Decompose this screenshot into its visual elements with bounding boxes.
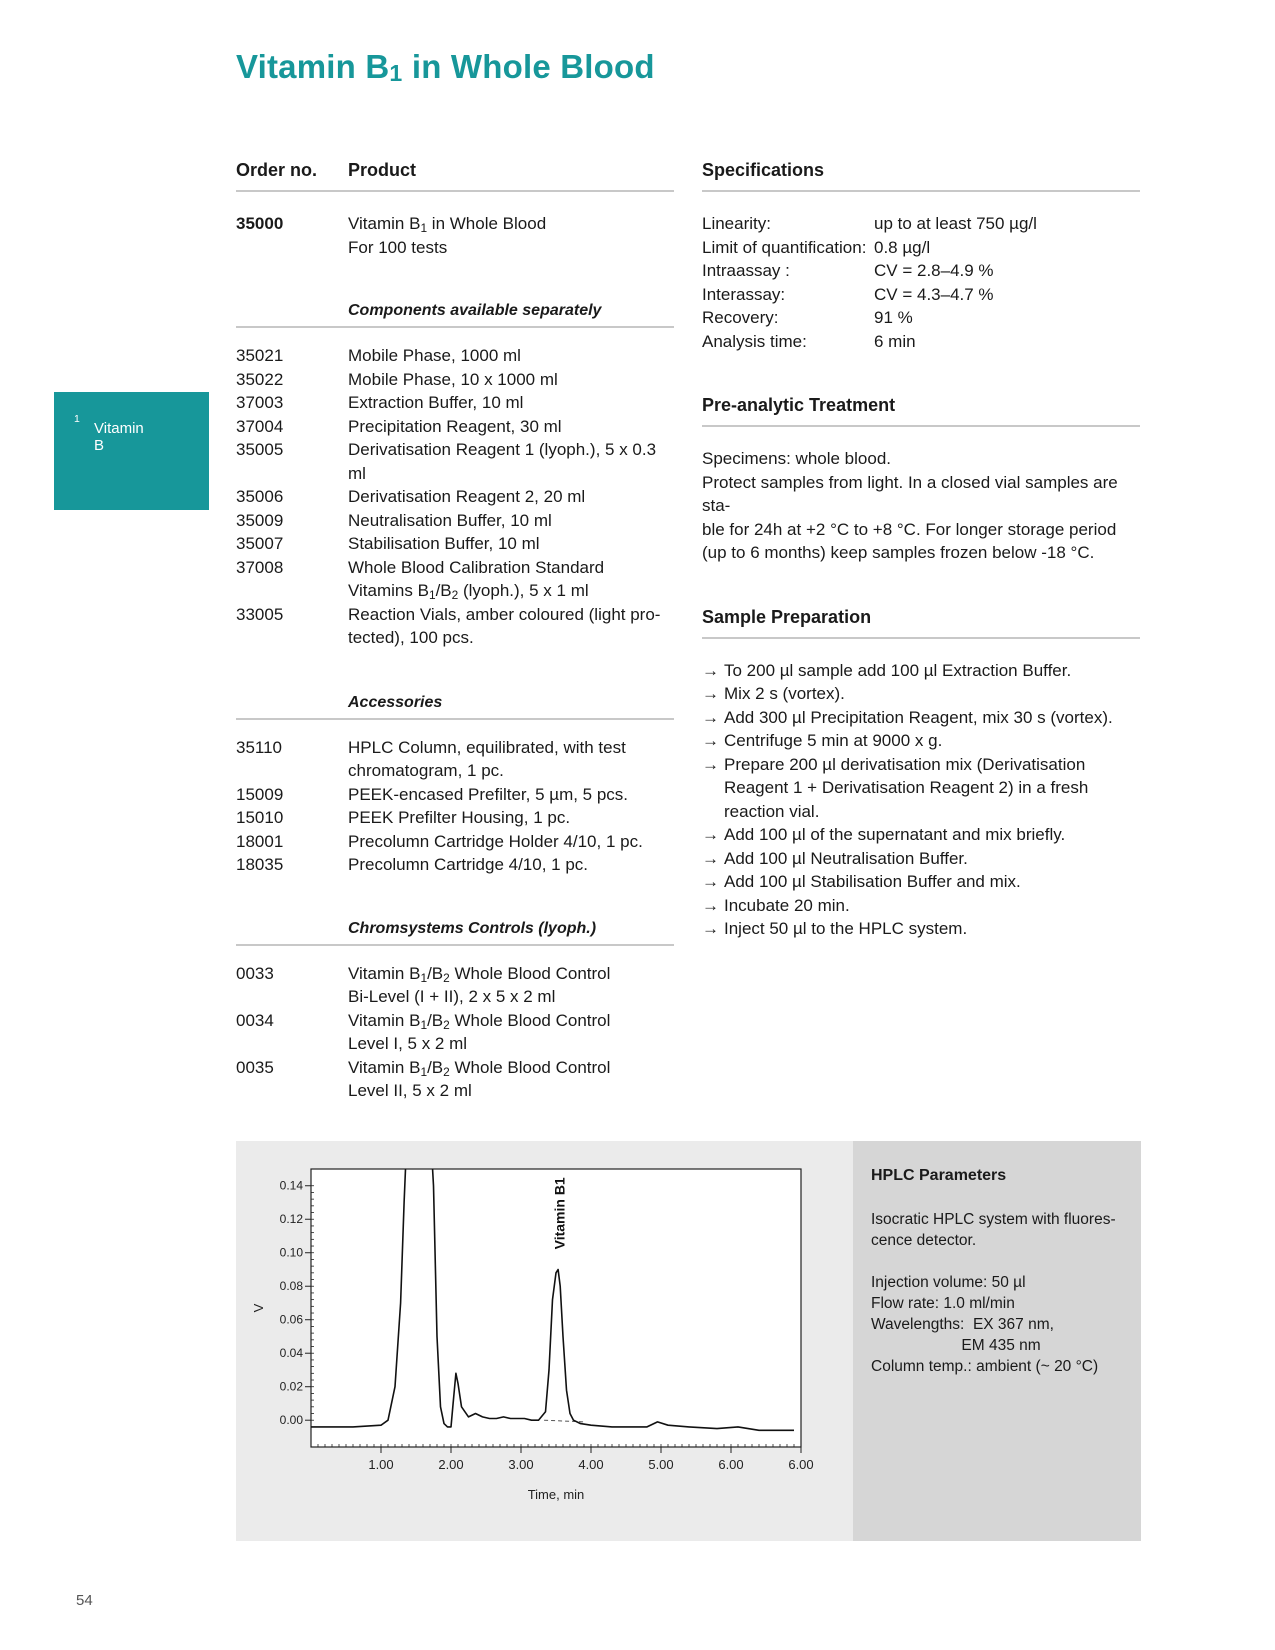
- list-item: [236, 1009, 674, 1056]
- list-item: [236, 344, 674, 368]
- x-tick-label: 6.00: [718, 1457, 744, 1472]
- spec-row: [702, 306, 1140, 330]
- parameter-line: Flow rate: 1.0 ml/min: [871, 1295, 1015, 1312]
- order-number: 35009: [236, 510, 284, 530]
- x-tick-label: 6.00: [788, 1457, 814, 1472]
- sample-prep-steps: [702, 659, 1140, 941]
- order-number: 0035: [236, 1057, 274, 1077]
- controls-heading: Chromsystems Controls (lyoph.): [236, 920, 674, 946]
- x-tick-label: 1.00: [368, 1457, 394, 1472]
- accessories-list: [236, 736, 674, 877]
- spec-value: 0.8 µg/l: [874, 237, 931, 257]
- product-line: PEEK Prefilter Housing, 1 pc.: [348, 808, 571, 827]
- product-line: Precolumn Cartridge Holder 4/10, 1 pc.: [348, 831, 643, 851]
- product-line: Level II, 5 x 2 ml: [348, 1081, 472, 1100]
- list-item: [236, 509, 674, 533]
- list-item: [236, 806, 674, 830]
- y-tick-label: 0.02: [279, 1379, 303, 1394]
- spec-key: Limit of quantification:: [702, 237, 867, 257]
- hplc-parameters-heading: HPLC Parameters: [871, 1167, 1007, 1184]
- text-line: (up to 6 months) keep samples frozen below -18 °C.: [702, 543, 1095, 562]
- step-line: Inject 50 µl to the HPLC system.: [724, 919, 968, 938]
- x-tick-label: 5.00: [648, 1457, 674, 1472]
- parameter-line: cence detector.: [871, 1232, 977, 1249]
- list-item: [702, 917, 1140, 941]
- list-item: [236, 485, 674, 509]
- y-tick-label: 0.14: [279, 1178, 303, 1193]
- product-name: [348, 830, 674, 854]
- spec-key: Interassay:: [702, 284, 786, 304]
- product-line: PEEK-encased Prefilter, 5 µm, 5 pcs.: [348, 784, 629, 804]
- order-number: 0033: [236, 963, 274, 983]
- product-tests: For 100 tests: [348, 237, 448, 257]
- parameter-line: Wavelengths: EX 367 nm,: [871, 1316, 1054, 1333]
- product-name: Mobile Phase, 10 x 1000 ml: [348, 369, 558, 389]
- arrow-icon: →: [702, 684, 719, 703]
- step-line: Add 100 µl of the supernatant and mix briefly.: [724, 825, 1066, 844]
- step-text: [724, 870, 1021, 894]
- order-table: [236, 160, 674, 1103]
- product-name: Precipitation Reagent, 30 ml: [348, 416, 562, 436]
- spec-value: 91 %: [874, 308, 913, 327]
- step-text: [724, 682, 845, 706]
- spec-key: Recovery:: [702, 308, 779, 327]
- product-name: [348, 853, 674, 877]
- step-line: Mix 2 s (vortex).: [724, 684, 845, 703]
- y-tick-label: 0.04: [279, 1346, 303, 1361]
- components-heading: Components available separately: [236, 302, 674, 328]
- preanalytic-heading: Pre-analytic Treatment: [702, 395, 1140, 427]
- list-item: [236, 1056, 674, 1103]
- product-name: Extraction Buffer, 10 ml: [348, 393, 524, 412]
- parameter-line: EM 435 nm: [871, 1337, 1041, 1354]
- step-line: Add 100 µl Stabilisation Buffer and mix.: [724, 872, 1021, 891]
- product-name: [348, 1056, 674, 1103]
- product-line: Vitamin $B_1/B_2$ Whole Blood Control: [348, 963, 611, 985]
- list-item: [236, 368, 674, 392]
- x-tick-label: 4.00: [578, 1457, 604, 1472]
- parameter-line: Column temp.: ambient (~ 20 °C): [871, 1358, 1099, 1375]
- list-item: [236, 783, 674, 807]
- spec-key: Analysis time:: [702, 331, 807, 351]
- y-axis-label: V: [251, 1303, 266, 1313]
- list-item: [702, 729, 1140, 753]
- spec-row: [702, 330, 1140, 354]
- list-item: 33005 Reaction Vials, amber coloured (light pro- tected), 100 pcs.: [236, 604, 661, 647]
- product-name: [348, 962, 674, 1009]
- arrow-icon: →: [702, 872, 719, 891]
- order-number: 18035: [236, 855, 284, 874]
- list-item: [702, 682, 1140, 706]
- step-line: Prepare 200 µl derivatisation mix (Derivatisation: [724, 754, 1086, 774]
- side-tab: [54, 392, 209, 510]
- x-tick-label: 2.00: [438, 1457, 464, 1472]
- list-item: [702, 659, 1140, 683]
- product-name: [348, 806, 674, 830]
- product-header: Product: [348, 160, 417, 180]
- product-name: [348, 783, 674, 807]
- step-line: reaction vial.: [724, 801, 820, 821]
- spec-key: Intraassay :: [702, 261, 790, 280]
- text-line: Protect samples from light. In a closed vial samples are sta-: [702, 472, 1118, 515]
- step-text: [724, 894, 850, 918]
- list-item: [236, 532, 674, 556]
- product-line: Precolumn Cartridge 4/10, 1 pc.: [348, 855, 589, 874]
- chromatogram-chart: [236, 1141, 853, 1541]
- hplc-parameters-panel: [853, 1141, 1141, 1541]
- order-number: 35007: [236, 534, 284, 553]
- y-tick-label: 0.12: [279, 1212, 303, 1227]
- step-line: Add 100 µl Neutralisation Buffer.: [724, 848, 968, 868]
- controls-list: [236, 962, 674, 1103]
- product-name: Vitamin $B_1$ in Whole Blood: [348, 214, 547, 235]
- order-number: 15009: [236, 784, 284, 804]
- order-number: 37003: [236, 393, 284, 412]
- specifications-list: [702, 212, 1140, 353]
- list-item: [236, 830, 674, 854]
- parameter-line: Injection volume: 50 µl: [871, 1274, 1026, 1291]
- spec-row: [702, 212, 1140, 236]
- list-item: [702, 823, 1140, 847]
- product-line: HPLC Column, equilibrated, with test: [348, 737, 626, 757]
- product-line: chromatogram, 1 pc.: [348, 761, 504, 780]
- y-tick-label: 0.06: [279, 1312, 303, 1327]
- list-item: [236, 962, 674, 1009]
- page-title: Vitamin $B_1$ in Whole Blood: [236, 48, 655, 86]
- product-name: Derivatisation Reagent 2, 20 ml: [348, 487, 586, 506]
- list-item: [236, 438, 674, 485]
- arrow-icon: →: [702, 919, 719, 938]
- step-line: Centrifuge 5 min at 9000 x g.: [724, 731, 943, 750]
- step-text: [724, 753, 1088, 824]
- order-number: 18001: [236, 831, 284, 851]
- arrow-icon: →: [702, 731, 719, 750]
- right-column: [702, 160, 1140, 941]
- order-number: 37004: [236, 416, 284, 436]
- order-number: 35021: [236, 346, 284, 365]
- list-item: [702, 894, 1140, 918]
- arrow-icon: →: [702, 848, 719, 868]
- order-number: 35000: [236, 214, 284, 233]
- spec-value: 6 min: [874, 331, 916, 351]
- spec-value: up to at least 750 µg/l: [874, 214, 1037, 233]
- x-tick-label: 3.00: [508, 1457, 534, 1472]
- components-list: [236, 344, 674, 556]
- product-line: Level I, 5 x 2 ml: [348, 1034, 468, 1053]
- product-name: Stabilisation Buffer, 10 ml: [348, 534, 540, 553]
- main-product-row: [236, 212, 674, 259]
- x-axis-label: Time, min: [527, 1487, 585, 1502]
- arrow-icon: →: [702, 660, 719, 680]
- specifications-heading: Specifications: [702, 160, 1140, 192]
- peak-label: Vitamin B1: [551, 1177, 568, 1250]
- y-tick-label: 0.08: [279, 1279, 303, 1294]
- page-number: 54: [76, 1592, 93, 1609]
- list-item: [236, 415, 674, 439]
- list-item: [236, 736, 674, 783]
- list-item: [236, 391, 674, 415]
- product-line: Vitamin $B_1/B_2$ Whole Blood Control: [348, 1057, 611, 1079]
- product-name: [348, 1009, 674, 1056]
- spec-key: Linearity:: [702, 214, 771, 233]
- parameter-line: Isocratic HPLC system with fluores-: [871, 1211, 1116, 1228]
- sample-prep-heading: Sample Preparation: [702, 607, 1140, 639]
- order-number: 15010: [236, 808, 284, 827]
- arrow-icon: →: [702, 895, 719, 915]
- spec-row: [702, 283, 1140, 307]
- spec-row: [702, 259, 1140, 283]
- list-item: 37008 Whole Blood Calibration Standard Vitamins $B_1/B_2$ (lyoph.), 5 x 1 ml: [236, 557, 605, 602]
- step-text: [724, 659, 1071, 683]
- accessories-heading: Accessories: [236, 694, 674, 720]
- step-text: [724, 706, 1113, 730]
- side-tab-label: Vitamin B $_1$: [74, 413, 144, 454]
- order-number: 35022: [236, 369, 284, 389]
- step-line: Incubate 20 min.: [724, 895, 850, 915]
- spec-row: [702, 236, 1140, 260]
- step-text: [724, 823, 1065, 847]
- preanalytic-text: [702, 447, 1140, 565]
- order-no-header: Order no.: [236, 160, 318, 180]
- y-tick-label: 0.00: [279, 1413, 303, 1428]
- list-item: [702, 706, 1140, 730]
- order-number: 35110: [236, 737, 283, 757]
- spec-value: CV = 2.8–4.9 %: [874, 261, 994, 280]
- list-item: [236, 853, 674, 877]
- order-number: 0034: [236, 1010, 274, 1030]
- list-item: [702, 753, 1140, 824]
- arrow-icon: →: [702, 825, 719, 844]
- step-line: Add 300 µl Precipitation Reagent, mix 30 s (vortex).: [724, 707, 1113, 727]
- chromatogram-panel: [236, 1141, 853, 1541]
- order-number: 35005: [236, 440, 284, 459]
- product-line: Bi-Level (I + II), 2 x 5 x 2 ml: [348, 987, 556, 1006]
- product-name: Derivatisation Reagent 1 (lyoph.), 5 x 0.3 ml: [348, 440, 657, 483]
- list-item: [702, 847, 1140, 871]
- arrow-icon: →: [702, 707, 719, 727]
- text-line: ble for 24h at +2 °C to +8 °C. For longer storage period: [702, 519, 1117, 539]
- product-name: Mobile Phase, 1000 ml: [348, 346, 521, 365]
- text-line: Specimens: whole blood.: [702, 449, 892, 468]
- step-text: [724, 729, 942, 753]
- spec-value: CV = 4.3–4.7 %: [874, 284, 994, 304]
- order-table-header: [236, 160, 674, 192]
- step-line: To 200 µl sample add 100 µl Extraction Buffer.: [724, 660, 1072, 680]
- y-tick-label: 0.10: [279, 1245, 303, 1260]
- list-item: [702, 870, 1140, 894]
- product-line: Vitamin $B_1/B_2$ Whole Blood Control: [348, 1010, 611, 1032]
- step-line: Reagent 1 + Derivatisation Reagent 2) in a fresh: [724, 778, 1089, 797]
- product-name: [348, 736, 674, 783]
- step-text: [724, 917, 967, 941]
- step-text: [724, 847, 968, 871]
- arrow-icon: →: [702, 754, 719, 774]
- order-number: 35006: [236, 487, 284, 506]
- product-name: Neutralisation Buffer, 10 ml: [348, 510, 552, 530]
